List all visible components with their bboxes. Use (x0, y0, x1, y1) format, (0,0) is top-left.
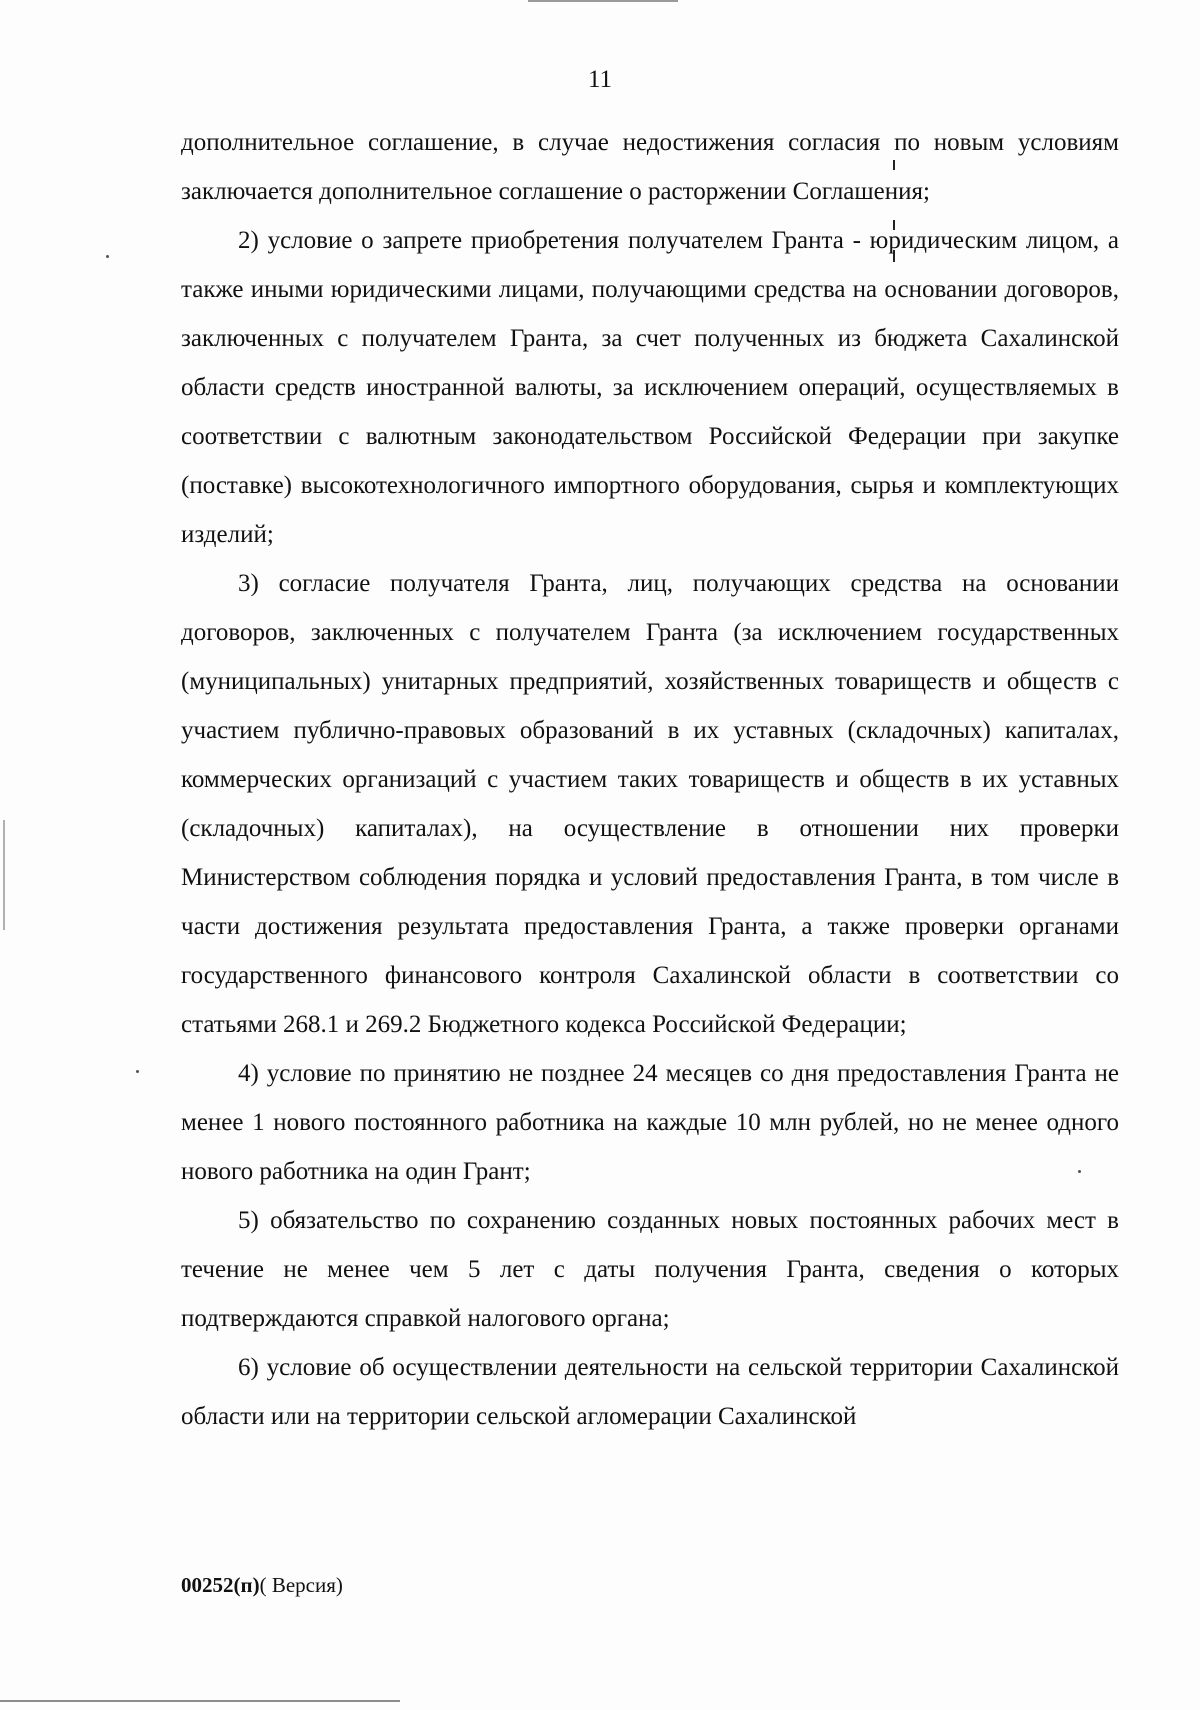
document-body (181, 118, 1119, 1441)
paragraph-continuation: дополнительное соглашение, в случае недостижения согласия по новым условиям заключается дополнительное соглашение о расторжении Соглашения; (181, 129, 1119, 205)
scan-artifact-dot (136, 1070, 139, 1073)
document-code: 00252(п) (181, 1573, 260, 1597)
scan-artifact-dot (106, 255, 109, 258)
paragraph-item-5: 5) обязательство по сохранению созданных новых постоянных рабочих мест в течение не менее чем 5 лет с даты получения Гранта, сведения о которых подтверждаются справкой налогового органа; (181, 1207, 1119, 1332)
document-version: ( Версия) (259, 1573, 343, 1597)
scan-artifact-left (3, 820, 5, 930)
paragraph-item-4: 4) условие по принятию не позднее 24 месяцев со дня предоставления Гранта не менее 1 нового постоянного работника на каждые 10 млн рублей, но не менее одного нового работника на один Грант; (181, 1060, 1119, 1185)
scan-artifact-top (528, 0, 678, 2)
document-footer (181, 1573, 343, 1598)
paragraph-item-6: 6) условие об осуществлении деятельности на сельской территории Сахалинской области или на территории сельской агломерации Сахалинской (181, 1354, 1119, 1430)
scan-artifact-bottom (0, 1700, 400, 1702)
paragraph-item-2: 2) условие о запрете приобретения получателем Гранта - юридическим лицом, а также иными юридическими лицами, получающими средства на основании договоров, заключенных с получателем Гранта, за счет полученных из бюджета Сахалинской области средств иностранной валюты, за исключением операций, осуществляемых в соответствии с валютным законодательством Российской Федерации при закупке (поставке) высокотехнологичного импортного оборудования, сырья и комплектующих изделий; (181, 227, 1119, 548)
page-number: 11 (587, 66, 613, 93)
paragraph-item-3: 3) согласие получателя Гранта, лиц, получающих средства на основании договоров, заключенных с получателем Гранта (за исключением государственных (муниципальных) унитарных предприятий, хозяйственных товариществ и обществ с участием публично-правовых образований в их уставных (складочных) капиталах, коммерческих организаций с участием таких товариществ и обществ в их уставных (складочных) капиталах), на осуществление в отношении них проверки Министерством соблюдения порядка и условий предоставления Гранта, в том числе в части достижения результата предоставления Гранта, а также проверки органами государственного финансового контроля Сахалинской области в соответствии со статьями 268.1 и 269.2 Бюджетного кодекса Российской Федерации; (181, 570, 1119, 1038)
